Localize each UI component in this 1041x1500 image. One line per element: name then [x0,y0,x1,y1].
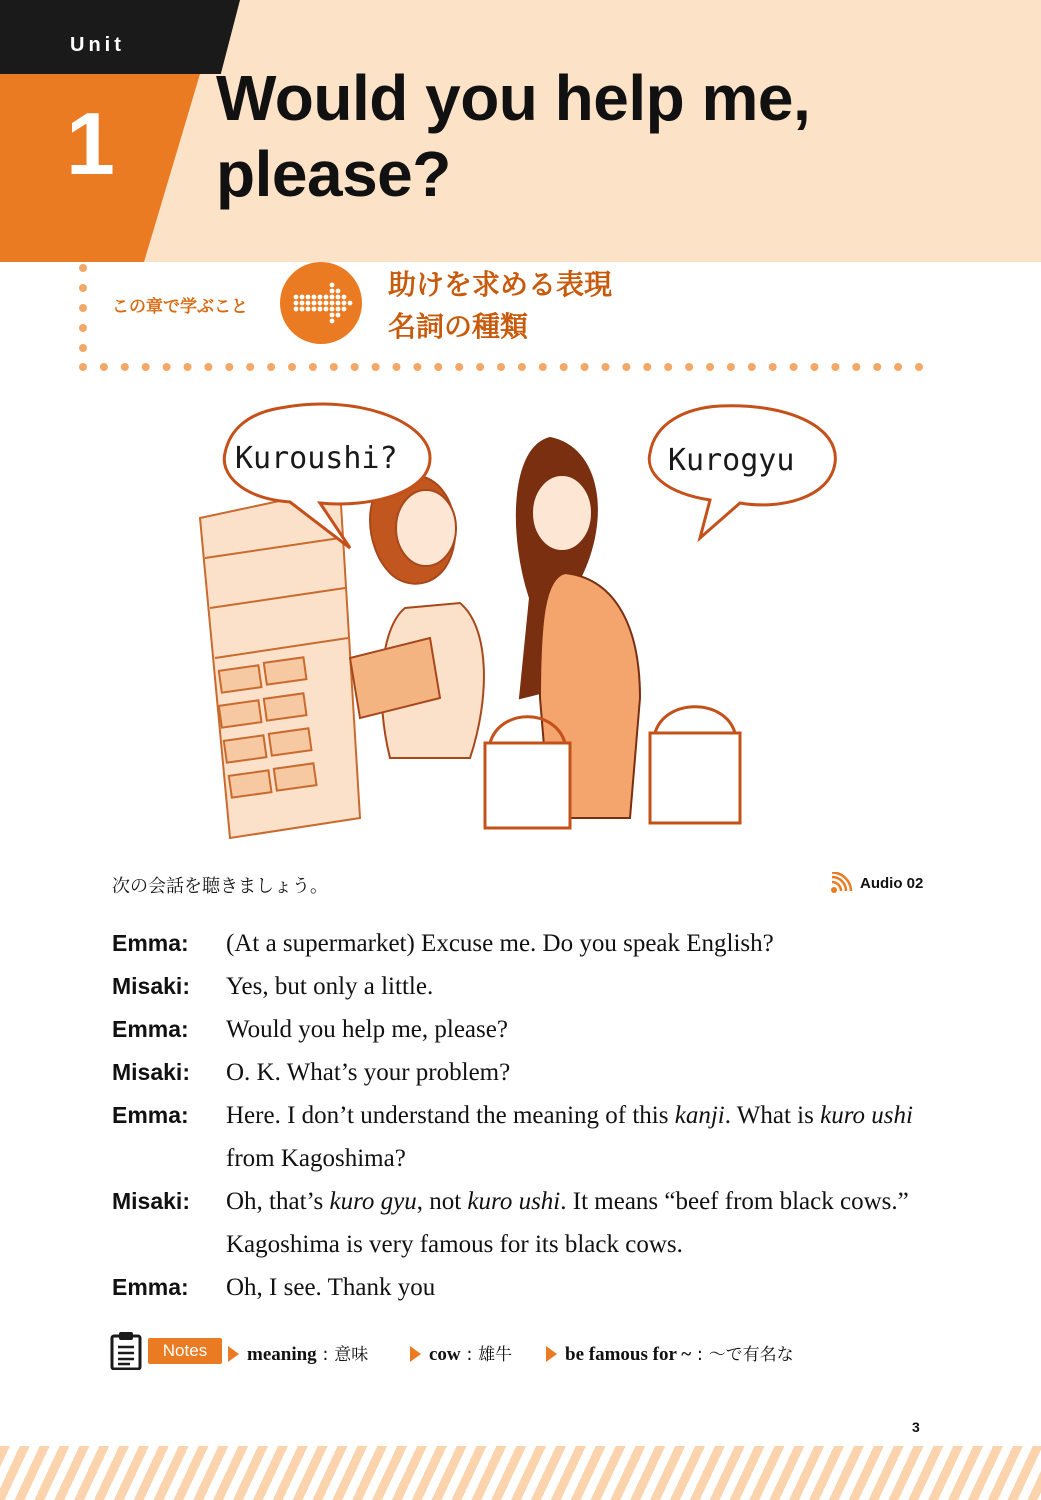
dialogue-line [112,1180,942,1266]
learning-goal-item: 名詞の種類 [388,310,529,343]
speaker-name: Emma: [112,1016,189,1042]
speaker-name: Emma: [112,1274,189,1300]
speaker-name: Misaki: [112,1188,190,1214]
title-line-1: Would you help me, [216,62,811,134]
notes-tag: Notes [148,1338,222,1364]
title-line-2: please? [216,138,451,210]
speech-bubble-right [649,406,835,538]
speech-bubble-right-text: Kurogyu [668,443,795,478]
dotted-border-vertical [78,262,88,362]
unit-number: 1 [66,94,115,193]
vocabulary-notes [110,1330,970,1374]
note-item: be famous for ~ : ～で有名な [546,1340,794,1366]
dialogue-line [112,965,942,1008]
supermarket-illustration [190,398,840,848]
utterance: Would you help me, please? [226,1016,508,1043]
dialogue-line [112,1094,942,1180]
triangle-bullet-icon [228,1346,239,1362]
note-item: cow : 雄牛 [410,1340,512,1366]
note-item: meaning : 意味 [228,1340,368,1366]
speech-bubble-left-text: Kuroushi? [235,441,398,476]
learning-goals-list [388,264,612,348]
dialogue-line [112,1051,942,1094]
utterance: O. K. What’s your problem? [226,1059,511,1086]
triangle-bullet-icon [410,1346,421,1362]
utterance: (At a supermarket) Excuse me. Do you speak English? [226,930,774,957]
dialogue-line [112,922,942,965]
utterance: Here. I don’t understand the meaning of this kanji. What is kuro ushi from Kagoshima? [226,1102,913,1172]
speaker-name: Emma: [112,1102,189,1128]
speaker-name: Emma: [112,930,189,956]
learning-goal-item: 助けを求める表現 [388,268,613,301]
speaker-name: Misaki: [112,1059,190,1085]
basket-right [650,707,740,823]
triangle-bullet-icon [546,1346,557,1362]
dialogue-line [112,1266,942,1309]
shelf-drawing [200,488,360,838]
learning-goals-label: この章で学ぶこと [112,297,248,317]
unit-label: Unit [70,34,125,56]
page-title [216,60,1016,212]
listening-instruction: 次の会話を聴きましょう。 [112,876,328,897]
dotted-border-horizontal [78,360,928,374]
arrow-icon [280,262,362,344]
footer-stripes [0,1446,1041,1500]
clipboard-icon [110,1330,142,1370]
speaker-name: Misaki: [112,973,190,999]
woman-left [350,476,484,758]
dialogue [112,922,942,1309]
dialogue-line [112,1008,942,1051]
audio-track[interactable] [830,872,923,894]
utterance: Yes, but only a little. [226,973,434,1000]
utterance: Oh, that’s kuro gyu, not kuro ushi. It means “beef from black cows.” Kagoshima is very famous for its black cows. [226,1188,909,1258]
page-number: 3 [912,1419,920,1435]
audio-label: Audio 02 [860,874,924,892]
audio-wave-icon [830,872,854,894]
utterance: Oh, I see. Thank you [226,1274,436,1301]
